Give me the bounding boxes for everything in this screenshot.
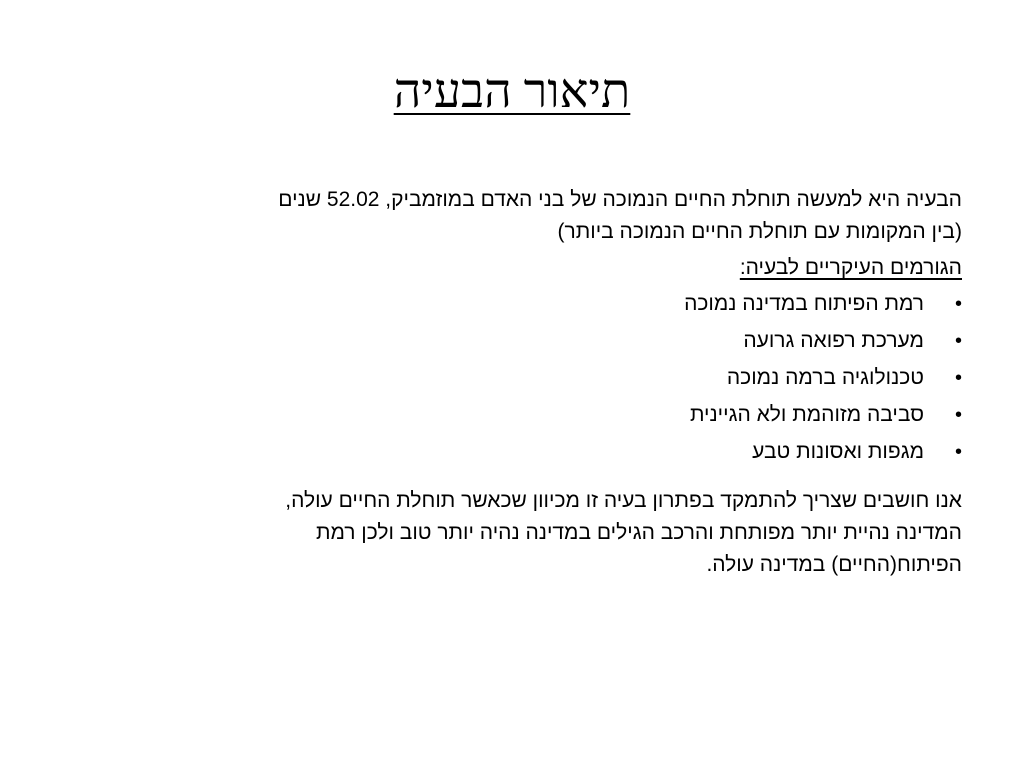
intro-line: (בין המקומות עם תוחלת החיים הנמוכה ביותר): [557, 220, 962, 243]
list-item-text: סביבה מזוהמת ולא הגיינית: [689, 403, 924, 426]
list-item: [90, 325, 962, 362]
bullet-icon: •: [954, 441, 962, 463]
list-item-text: מגפות ואסונות טבע: [752, 440, 924, 463]
bullet-icon: •: [954, 293, 962, 315]
intro-paragraph: [90, 184, 962, 248]
bullet-icon: •: [954, 330, 962, 352]
list-item-text: טכנולוגיה ברמה נמוכה: [726, 366, 924, 389]
causes-heading: הגורמים העיקריים לבעיה:: [739, 256, 962, 279]
conclusion-line: אנו חושבים שצריך להתמקד בפתרון בעיה זו מכיוון שכאשר תוחלת החיים עולה,: [285, 489, 962, 512]
list-item: [90, 362, 962, 399]
causes-list: [90, 288, 962, 473]
list-item: [90, 399, 962, 436]
bullet-icon: •: [954, 367, 962, 389]
list-item: [90, 288, 962, 325]
conclusion-line: המדינה נהיית יותר מפותחת והרכב הגילים במדינה נהיה יותר טוב ולכן רמת: [315, 521, 962, 544]
list-item-text: רמת הפיתוח במדינה נמוכה: [684, 292, 924, 315]
intro-line: הבעיה היא למעשה תוחלת החיים הנמוכה של בני האדם במוזמביק, 52.02 שנים: [278, 188, 962, 211]
conclusion-line: הפיתוח(החיים) במדינה עולה.: [706, 553, 962, 576]
conclusion-paragraph: [90, 485, 962, 581]
slide-title: תיאור הבעיה: [393, 65, 631, 118]
list-item: [90, 436, 962, 473]
list-item-text: מערכת רפואה גרועה: [743, 329, 924, 352]
bullet-icon: •: [954, 404, 962, 426]
slide-body: [90, 184, 962, 581]
